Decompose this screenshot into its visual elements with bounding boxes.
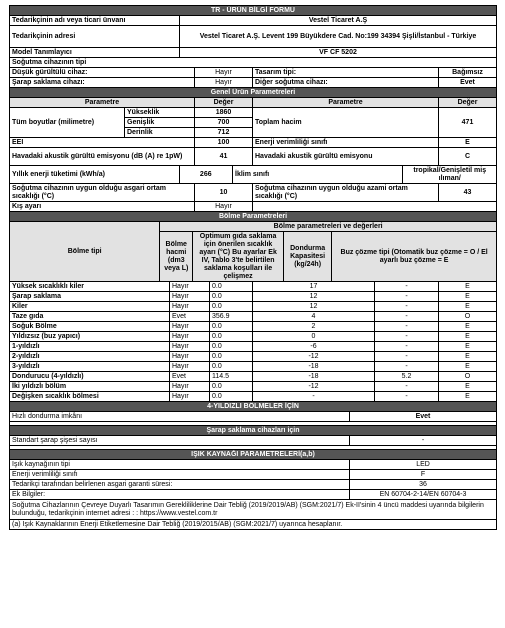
light-energy-class-value: F xyxy=(350,470,497,480)
compartment-defrost: O xyxy=(439,312,497,322)
compartment-capacity: - xyxy=(375,322,439,332)
compartment-capacity: - xyxy=(375,392,439,402)
supplier-value: Vestel Ticaret A.Ş xyxy=(180,16,497,26)
compartment-row-3-yildizli xyxy=(10,362,497,372)
compartment-volume: 356.9 xyxy=(210,312,253,322)
compartment-row-kiler xyxy=(10,302,497,312)
general-value-header: Değer xyxy=(195,98,253,108)
compartment-defrost: E xyxy=(439,382,497,392)
volume-header: Bölme hacmi (dm3 veya L) xyxy=(160,232,193,282)
light-section-title: IŞIK KAYNAĞI PARAMETRELERİ(a,b) xyxy=(10,450,497,460)
compartment-section-title: Bölme Parametreleri xyxy=(10,212,497,222)
compartment-type-header: Bölme tipi xyxy=(10,222,160,282)
compartment-volume: 0.0 xyxy=(210,332,253,342)
compartment-capacity: - xyxy=(375,292,439,302)
compartment-volume: 0.0 xyxy=(210,282,253,292)
compartment-capacity: - xyxy=(375,282,439,292)
noise-class-value: C xyxy=(439,148,497,166)
fast-freeze-label: Hızlı dondurma imkânı xyxy=(10,412,350,422)
capacity-header: Dondurma Kapasitesi (kg/24h) xyxy=(284,232,332,282)
compartment-volume: 114.5 xyxy=(210,372,253,382)
noise-db-value: 41 xyxy=(195,148,253,166)
footnote-ecodesign: Soğutma Cihazlarının Çevreye Duyarlı Tasarımın Gerekliliklerine Dair Tebliğ (2019/2019/AB) (SGM:2021/7) Ek-II'sinin 4 üncü maddesi uyarında bilgilerin bulunduğu, tedarikçinin internet adresi : : https://www.vestel.com.tr xyxy=(10,500,497,520)
compartment-temperature: -18 xyxy=(253,372,375,382)
compartment-volume: 0.0 xyxy=(210,302,253,312)
min-temp-label: Soğutma cihazının uygun olduğu asgari ortam sıcaklığı (°C) xyxy=(10,184,195,202)
compartment-temperature: 12 xyxy=(253,302,375,312)
general-value-header-2: Değer xyxy=(439,98,497,108)
depth-value: 712 xyxy=(195,128,253,138)
annual-energy-value: 266 xyxy=(180,166,233,184)
winter-setting-label: Kış ayarı xyxy=(10,202,195,212)
compartment-present: Hayır xyxy=(170,322,210,332)
compartment-name: Taze gıda xyxy=(10,312,170,322)
winter-setting-value: Hayır xyxy=(195,202,253,212)
compartment-row-yuksek-sicaklikli-kiler xyxy=(10,282,497,292)
footnote-energy-label: (a) Işık Kaynaklarının Enerji Etiketlemesine Dair Tebliğ (2019/2015/AB) (SGM:2021/7) uyarınca hesaplanır. xyxy=(10,520,497,530)
compartment-temperature: 2 xyxy=(253,322,375,332)
compartment-defrost: E xyxy=(439,392,497,402)
compartment-present: Hayır xyxy=(170,292,210,302)
compartment-row-soguk-bolme xyxy=(10,322,497,332)
depth-label: Derinlik xyxy=(125,128,195,138)
compartment-present: Hayır xyxy=(170,302,210,312)
compartment-temperature: 0 xyxy=(253,332,375,342)
compartment-defrost: E xyxy=(439,362,497,372)
compartment-name: Yüksek sıcaklıklı kiler xyxy=(10,282,170,292)
energy-class-value: E xyxy=(439,138,497,148)
compartment-volume: 0.0 xyxy=(210,292,253,302)
temperature-header: Optimum gıda saklama için önerilen sıcaklık ayarı (°C) Bu ayarlar Ek IV, Tablo 3'te belirtilen saklama koşulları ile çelişmez xyxy=(193,232,284,282)
compartment-group-header: Bölme parametreleri ve değerleri xyxy=(160,222,497,232)
supplier-label: Tedarikçinin adı veya ticari ünvanı xyxy=(10,16,180,26)
low-noise-value: Hayır xyxy=(195,68,253,78)
compartment-volume: 0.0 xyxy=(210,382,253,392)
compartment-name: 3-yıldızlı xyxy=(10,362,170,372)
model-value: VF CF 5202 xyxy=(180,48,497,58)
compartment-defrost: E xyxy=(439,282,497,292)
compartment-temperature: -6 xyxy=(253,342,375,352)
compartment-present: Evet xyxy=(170,312,210,322)
compartment-name: Yıldızsız (buz yapıcı) xyxy=(10,332,170,342)
compartment-name: Şarap saklama xyxy=(10,292,170,302)
general-section-title: Genel Ürün Parametreleri xyxy=(10,88,497,98)
compartment-temperature: -12 xyxy=(253,382,375,392)
compartment-row-yildizsiz-buz-yapici xyxy=(10,332,497,342)
dimensions-label: Tüm boyutlar (milimetre) xyxy=(10,108,125,138)
compartment-present: Hayır xyxy=(170,382,210,392)
compartment-volume: 0.0 xyxy=(210,322,253,332)
wine-bottles-label: Standart şarap şişesi sayısı xyxy=(10,436,350,446)
compartment-name: 2-yıldızlı xyxy=(10,352,170,362)
noise-class-label: Havadaki akustik gürültü emisyonu xyxy=(253,148,439,166)
wine-appliance-value: Hayır xyxy=(195,78,253,88)
model-label: Model Tanımlayıcı xyxy=(10,48,180,58)
compartment-defrost: E xyxy=(439,302,497,312)
product-information-sheet xyxy=(9,5,497,530)
light-energy-class-label: Enerji verimliliği sınıfı xyxy=(10,470,350,480)
defrost-header: Buz çözme tipi (Otomatik buz çözme = O / El ayarlı buz çözme = E xyxy=(332,232,497,282)
compartment-row-iki-yildizli-bolum xyxy=(10,382,497,392)
min-temp-value: 10 xyxy=(195,184,253,202)
compartment-name: İki yıldızlı bölüm xyxy=(10,382,170,392)
appliance-type-label: Soğutma cihazının tipi xyxy=(10,58,497,68)
address-label: Tedarikçinin adresi xyxy=(10,26,180,48)
address-value: Vestel Ticaret A.Ş. Levent 199 Büyükdere Cad. No:199 34394 Şişli/İstanbul - Türkiye xyxy=(180,26,497,48)
warranty-value: 36 xyxy=(350,480,497,490)
warranty-label: Tedarikçi tarafından belirlenen asgari garanti süresi: xyxy=(10,480,350,490)
compartment-defrost: O xyxy=(439,372,497,382)
compartment-volume: 0.0 xyxy=(210,342,253,352)
climate-class-label: İklim sınıfı xyxy=(233,166,403,184)
compartment-temperature: 17 xyxy=(253,282,375,292)
energy-class-label: Enerji verimliliği sınıfı xyxy=(253,138,439,148)
compartment-present: Hayır xyxy=(170,392,210,402)
compartment-defrost: E xyxy=(439,292,497,302)
design-type-value: Bağımsız xyxy=(439,68,497,78)
compartment-row-dondurucu-4-yildizli xyxy=(10,372,497,382)
compartment-temperature: 12 xyxy=(253,292,375,302)
compartment-present: Hayır xyxy=(170,362,210,372)
compartment-present: Hayır xyxy=(170,332,210,342)
compartment-capacity: - xyxy=(375,362,439,372)
wine-section-title: Şarap saklama cihazları için xyxy=(10,426,497,436)
low-noise-label: Düşük gürültülü cihaz: xyxy=(10,68,195,78)
compartment-name: Soğuk Bölme xyxy=(10,322,170,332)
compartment-temperature: -12 xyxy=(253,352,375,362)
compartment-present: Evet xyxy=(170,372,210,382)
general-param-header-2: Parametre xyxy=(253,98,439,108)
additional-info-label: Ek Bilgiler: xyxy=(10,490,350,500)
annual-energy-label: Yıllık enerji tüketimi (kWh/a) xyxy=(10,166,180,184)
fast-freeze-value: Evet xyxy=(350,412,497,422)
total-volume-label: Toplam hacim xyxy=(253,108,439,138)
eei-label: EEI xyxy=(10,138,195,148)
climate-class-value: tropikal/Genişletil miş ılıman/ xyxy=(403,166,497,184)
compartment-defrost: E xyxy=(439,342,497,352)
additional-info-value: EN 60704-2-14/EN 60704-3 xyxy=(350,490,497,500)
light-type-value: LED xyxy=(350,460,497,470)
compartment-present: Hayır xyxy=(170,282,210,292)
compartment-row-degisken-sicaklik-bolmesi xyxy=(10,392,497,402)
compartment-temperature: -18 xyxy=(253,362,375,372)
compartment-capacity: 5.2 xyxy=(375,372,439,382)
compartment-capacity: - xyxy=(375,302,439,312)
compartment-name: 1-yıldızlı xyxy=(10,342,170,352)
compartment-capacity: - xyxy=(375,312,439,322)
empty-cell xyxy=(253,202,497,212)
four-star-section-title: 4-YILDIZLI BÖLMELER İÇİN xyxy=(10,402,497,412)
compartment-defrost: E xyxy=(439,332,497,342)
compartment-name: Kiler xyxy=(10,302,170,312)
compartment-volume: 0.0 xyxy=(210,392,253,402)
eei-value: 100 xyxy=(195,138,253,148)
design-type-label: Tasarım tipi: xyxy=(253,68,439,78)
compartment-present: Hayır xyxy=(170,342,210,352)
wine-bottles-value: - xyxy=(350,436,497,446)
compartment-name: Dondurucu (4-yıldızlı) xyxy=(10,372,170,382)
width-label: Genişlik xyxy=(125,118,195,128)
compartment-capacity: - xyxy=(375,332,439,342)
compartment-capacity: - xyxy=(375,382,439,392)
total-volume-value: 471 xyxy=(439,108,497,138)
height-value: 1860 xyxy=(195,108,253,118)
compartment-volume: 0.0 xyxy=(210,362,253,372)
compartment-temperature: - xyxy=(253,392,375,402)
noise-db-label: Havadaki akustik gürültü emisyonu (dB (A) re 1pW) xyxy=(10,148,195,166)
compartment-defrost: E xyxy=(439,352,497,362)
compartment-name: Değişken sıcaklık bölmesi xyxy=(10,392,170,402)
compartment-row-1-yildizli xyxy=(10,342,497,352)
compartment-rows xyxy=(10,282,497,402)
max-temp-value: 43 xyxy=(439,184,497,202)
compartment-present: Hayır xyxy=(170,352,210,362)
compartment-row-2-yildizli xyxy=(10,352,497,362)
compartment-capacity: - xyxy=(375,342,439,352)
width-value: 700 xyxy=(195,118,253,128)
other-appliance-label: Diğer soğutma cihazı: xyxy=(253,78,439,88)
compartment-row-sarap-saklama xyxy=(10,292,497,302)
other-appliance-value: Evet xyxy=(439,78,497,88)
height-label: Yükseklik xyxy=(125,108,195,118)
compartment-row-taze-gida xyxy=(10,312,497,322)
compartment-defrost: E xyxy=(439,322,497,332)
compartment-volume: 0.0 xyxy=(210,352,253,362)
compartment-capacity: - xyxy=(375,352,439,362)
form-title: TR - ÜRÜN BİLGİ FORMU xyxy=(10,6,497,16)
light-type-label: Işık kaynağının tipi xyxy=(10,460,350,470)
compartment-temperature: 4 xyxy=(253,312,375,322)
general-param-header: Parametre xyxy=(10,98,195,108)
max-temp-label: Soğutma cihazının uygun olduğu azami ortam sıcaklığı (°C) xyxy=(253,184,439,202)
wine-appliance-label: Şarap saklama cihazı: xyxy=(10,78,195,88)
